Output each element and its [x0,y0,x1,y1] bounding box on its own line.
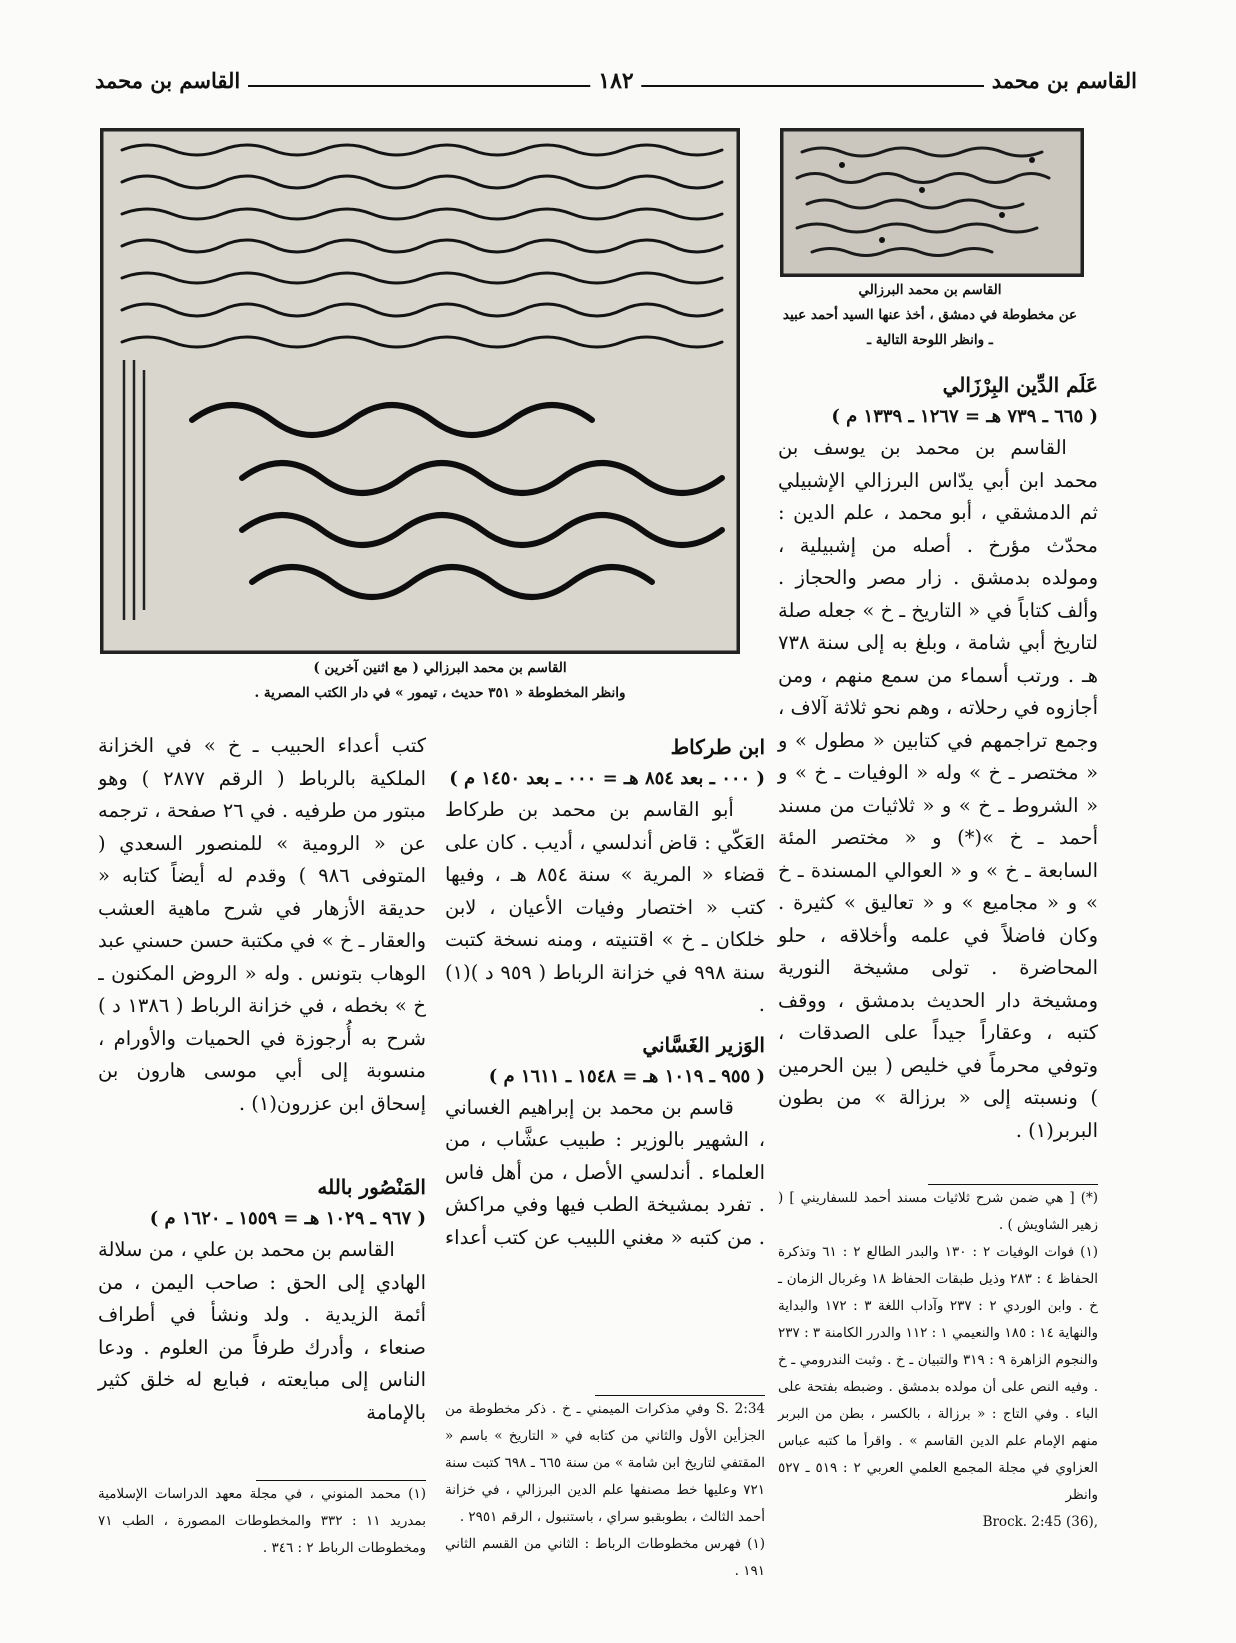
middle-column [445,730,765,1252]
entry-ibn-tarkat [445,730,765,1022]
footnote: وفي مذكرات الميمني ـ خ . ذكر مخطوطة من الجزأين الأول والثاني من كتابه في « التاريخ » باسم « المقتفي لتاريخ ابن شامة » من سنة ٦٦٥ ـ ٦٩٨ كتبت سنة ٧٢١ وعليها خط مصنفها علم الدين البرزالي ، في خزانة أحمد الثالث ، بطوبقبو سراي ، باستنبول ، الرقم ٢٩٥١ . [445,1401,765,1525]
entry-barzali [778,368,1098,1147]
caption-line: القاسم بن محمد البرزالي [858,282,1002,298]
entry-mansur [98,1170,426,1429]
page-number: ١٨٢ [590,68,641,94]
entry-ghassani [445,1028,765,1252]
footnote: (١) فهرس مخطوطات الرباط : الثاني من القسم الثاني ١٩١ . [445,1536,765,1579]
footnote-reference: Brock. 2:45 (36), [982,1514,1098,1530]
entry-body: القاسم بن محمد بن علي ، من سلالة الهادي إلى الحق : صاحب اليمن ، من أئمة الزيدية . ولد ونشأ في أطراف صنعاء ، وأدرك طرفاً من العلوم . ودعا الناس إلى مبايعته ، فبايع له خلق كثير بالإمامة [98,1238,426,1424]
entry-title: الوَزير الغَسَّاني [642,1032,765,1057]
entry-dates: ( ٦٦٥ ـ ٧٣٩ هـ = ١٢٦٧ ـ ١٣٣٩ م ) [831,406,1098,427]
large-image-caption [180,656,700,706]
entry-title: عَلَم الدِّين البِرْزَالي [942,373,1098,397]
caption-line: القاسم بن محمد البرزالي ( مع اثنين آخرين ) [313,660,567,676]
running-head [95,68,1137,104]
caption-line: ـ وانظر اللوحة التالية ـ [867,332,993,348]
header-title-right: القاسم بن محمد [984,68,1137,93]
left-column [98,730,426,1429]
header-title-left: القاسم بن محمد [95,68,248,93]
footnotes-right [778,1184,1098,1536]
entry-dates: ( ٩٥٥ ـ ١٠١٩ هـ = ١٥٤٨ ـ ١٦١١ م ) [488,1065,765,1087]
entry-dates: ( ٩٦٧ ـ ١٠٢٩ هـ = ١٥٥٩ ـ ١٦٢٠ م ) [149,1208,426,1229]
footnote: (*) [ هي ضمن شرح ثلاثيات مسند أحمد للسفاريني ] ( زهير الشاويش ) . [778,1190,1098,1233]
footnote: (١) فوات الوفيات ٢ : ١٣٠ والبدر الطالع ٢ : ٦١ وتذكرة الحفاظ ٤ : ٢٨٣ وذيل طبقات الحفاظ ١٨ وغربال الزمان ـ خ . وابن الوردي ٢ : ٢٣٧ وآداب اللغة ٣ : ١٧٢ والبداية والنهاية ١٤ : ١٨٥ والنعيمي ١ : ١١٢ والدرر الكامنة ٣ : ٢٣٧ والنجوم الزاهرة ٩ : ٣١٩ والتبيان ـ خ . وثبت الندرومي ـ خ . وفيه النص على أن مولده بدمشق . وضبطه بفتحة على الباء . وفي التاج : « برزالة ، بالكسر ، بطن من البربر منهم الإمام علم الدين القاسم » . واقرأ ما كتبه عباس العزاوي في مجلة المجمع العلمي العربي ٢ : ٥١٩ ـ ٥٢٧ وانظر [778,1244,1099,1503]
entry-body: قاسم بن محمد بن إبراهيم الغساني ، الشهير بالوزير : طبيب عشَّاب ، من العلماء . أندلسي الأصل ، من أهل فاس . تفرد بمشيخة الطب فيها وفي مراكش . من كتبه « مغني اللبيب عن كتب أعداء [445,1095,765,1249]
entry-dates: ( ٠٠٠ ـ بعد ٨٥٤ هـ = ٠٠٠ ـ بعد ١٤٥٠ م ) [449,768,765,789]
footnotes-middle [445,1395,765,1585]
footnotes-left [98,1480,426,1562]
entry-body: القاسم بن محمد بن يوسف بن محمد ابن أبي يدّاس البرزالي الإشبيلي ثم الدمشقي ، أبو محمد ، علم الدين : محدّث مؤرخ . أصله من إشبيلية ، ومولده بدمشق . زار مصر والحجاز . وألف كتاباً في « التاريخ ـ خ » جعله صلة لتاريخ أبي شامة ، وبلغ به إلى سنة ٧٣٨ هـ . ورتب أسماء من سمع منهم ، ومن أجازوه في رحلاته ، وهم نحو ثلاثة آلاف ، وجمع تراجمهم في كتابين « مطول » و « مختصر ـ خ » وله « الوفيات ـ خ » و « الشروط ـ خ » و « ثلاثيات من مسند أحمد ـ خ »(*) و « مختصر المئة السابعة ـ خ » و « العوالي المسندة ـ خ » و « مجاميع » و « تعاليق » كثيرة . وكان فاضلاً في علمه وأخلاقه ، حلو المحاضرة . تولى مشيخة النورية ومشيخة دار الحديث بدمشق ، ووقف كتبه ، وعقاراً جيداً على الصدقات ، وتوفي محرماً في خليص ( بين الحرمين ) ونسبته إلى « برزالة » من بطون البربر(١) . [778,436,1098,1142]
footnote-reference: S. 2:34 [715,1401,765,1417]
caption-line: عن مخطوطة في دمشق ، أخذ عنها السيد أحمد عبيد [782,307,1078,323]
manuscript-image-small [780,128,1084,277]
footnote: (١) محمد المنوني ، في مجلة معهد الدراسات الإسلامية بمدريد ١١ : ٣٣٢ والمخطوطات المصورة ، الطب ٧١ ومخطوطات الرباط ٢ : ٣٤٦ . [98,1486,426,1556]
entry-title: المَنْصُور بالله [317,1175,426,1199]
small-image-caption [760,278,1100,353]
entry-body-continued: كتب أعداء الحبيب ـ خ » في الخزانة الملكية بالرباط ( الرقم ٢٨٧٧ ) وهو مبتور من طرفيه . في ٢٦ صفحة ، ترجمه عن « الرومية » للمنصور السعدي ( المتوفى ٩٨٦ ) وقدم له أيضاً كتابه « حديقة الأزهار في شرح ماهية العشب والعقار ـ خ » في مكتبة حسن حسني عبد الوهاب بتونس . وله « الروض المكنون ـ خ » بخطه ، في خزانة الرباط ( ١٣٨٦ د ) شرح به أُرجوزة في الحميات والأورام ، منسوبة إلى أبي موسى هارون بن إسحاق ابن عزرون(١) . [98,734,426,1115]
entry-title: ابن طركاط [670,735,765,759]
manuscript-image-large [100,128,740,654]
entry-body: أبو القاسم بن محمد بن طركاط العَكّي : قاض أندلسي ، أديب . كان على قضاء « المرية » سنة ٨٥٤ هـ ، وفيها كتب « اختصار وفيات الأعيان ، لابن خلكان ـ خ » اقتنيته ، ومنه نسخة كتبت سنة ٩٩٨ في خزانة الرباط ( ٩٥٩ د )(١) . [445,798,765,1016]
caption-line: وانظر المخطوطة « ٣٥١ حديث ، تيمور » في دار الكتب المصرية . [254,685,626,701]
